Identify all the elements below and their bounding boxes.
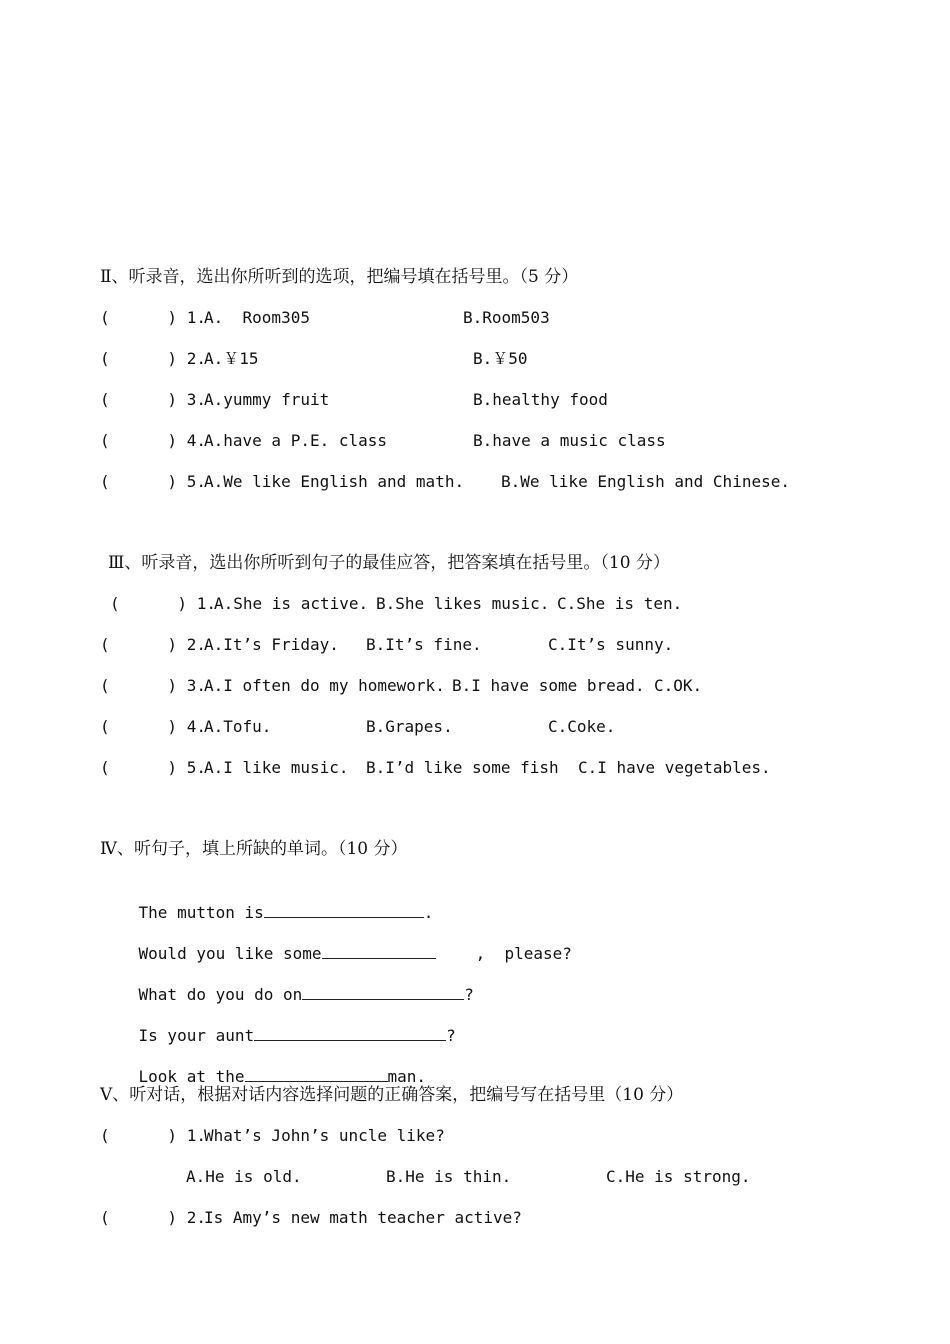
s2-q4-number: ( ) 4.: [100, 431, 206, 450]
section-2-heading: Ⅱ、听录音，选出你所听到的选项，把编号填在括号里。（5 分）: [100, 267, 579, 287]
s2-q5-option-a: A.We like English and math.: [204, 472, 465, 491]
s3-q2-option-c: C.It’s sunny.: [548, 635, 674, 654]
s3-q5-option-a: A.I like music.: [204, 758, 349, 777]
s4-line-4-end: ?: [446, 1026, 456, 1045]
s5-q1-question: What’s John’s uncle like?: [204, 1126, 445, 1145]
s2-q5-number: ( ) 5.: [100, 472, 206, 491]
s3-q1-number: ( ) 1.: [110, 594, 216, 613]
s4-line-5-end: man.: [387, 1067, 427, 1086]
s3-q5-number: ( ) 5.: [100, 758, 206, 777]
s2-q3-option-b: B.healthy food: [473, 390, 608, 409]
s2-q4-option-a: A.have a P.E. class: [204, 431, 388, 450]
s4-line-1-text: The mutton is: [138, 903, 264, 922]
s2-q5-option-b: B.We like English and Chinese.: [501, 472, 790, 491]
section-5-heading: Ⅴ、听对话，根据对话内容选择问题的正确答案，把编号写在括号里（10 分）: [100, 1085, 684, 1105]
s5-q2-number: ( ) 2.: [100, 1208, 206, 1227]
s3-q4-option-b: B.Grapes.: [366, 717, 453, 736]
s3-q4-option-a: A.Tofu.: [204, 717, 272, 736]
s4-line-1: [100, 879, 434, 922]
s5-q2-question: Is Amy’s new math teacher active?: [204, 1208, 522, 1227]
s3-q2-option-a: A.It’s Friday.: [204, 635, 339, 654]
s2-q3-option-a: A.yummy fruit: [204, 390, 330, 409]
s3-q3-number: ( ) 3.: [100, 676, 206, 695]
s2-q2-number: ( ) 2.: [100, 349, 206, 368]
s4-line-2-text: Would you like some: [138, 944, 322, 963]
s5-q1-option-c: C.He is strong.: [606, 1167, 751, 1186]
s3-q3-option-c: C.OK.: [654, 676, 703, 695]
s4-line-4-text: Is your aunt: [138, 1026, 255, 1045]
s2-q3-number: ( ) 3.: [100, 390, 206, 409]
s4-line-3-end: ?: [464, 985, 474, 1004]
section-3-heading: Ⅲ、听录音，选出你所听到句子的最佳应答，把答案填在括号里。（10 分）: [108, 553, 670, 573]
s2-q2-option-b: B.￥50: [473, 349, 528, 368]
s5-q1-option-b: B.He is thin.: [386, 1167, 512, 1186]
s4-line-3-blank[interactable]: [302, 983, 464, 1000]
s4-line-3: [100, 961, 474, 1004]
s3-q2-option-b: B.It’s fine.: [366, 635, 482, 654]
section-4-heading: Ⅳ、听句子，填上所缺的单词。（10 分）: [100, 839, 408, 859]
s4-line-1-end: .: [423, 903, 434, 922]
s2-q1-number: ( ) 1.: [100, 308, 206, 327]
s4-line-4: [100, 1002, 456, 1045]
s3-q4-number: ( ) 4.: [100, 717, 206, 736]
s3-q1-option-c: C.She is ten.: [557, 594, 683, 613]
s3-q5-option-b: B.I’d like some fish: [366, 758, 559, 777]
s2-q1-option-b: B.Room503: [463, 308, 550, 327]
s2-q1-option-a: A. Room305: [204, 308, 310, 327]
s4-line-2-end: , please?: [475, 944, 572, 963]
s4-line-1-blank[interactable]: [264, 901, 424, 918]
s3-q5-option-c: C.I have vegetables.: [578, 758, 771, 777]
s4-line-3-text: What do you do on: [138, 985, 303, 1004]
s3-q3-option-b: B.I have some bread.: [452, 676, 645, 695]
s5-q1-number: ( ) 1.: [100, 1126, 206, 1145]
s4-line-4-blank[interactable]: [254, 1024, 446, 1041]
s2-q2-option-a: A.￥15: [204, 349, 259, 368]
s4-line-5-text: Look at the: [138, 1067, 245, 1086]
s3-q4-option-c: C.Coke.: [548, 717, 616, 736]
s3-q3-option-a: A.I often do my homework.: [204, 676, 445, 695]
s3-q1-option-b: B.She likes music.: [376, 594, 550, 613]
s3-q1-option-a: A.She is active.: [214, 594, 369, 613]
s4-line-5: [100, 1043, 427, 1086]
s2-q4-option-b: B.have a music class: [473, 431, 666, 450]
s5-q1-option-a: A.He is old.: [186, 1167, 302, 1186]
s4-line-2-blank[interactable]: [322, 942, 436, 959]
s4-line-2: [100, 920, 572, 963]
s3-q2-number: ( ) 2.: [100, 635, 206, 654]
s4-line-5-blank[interactable]: [245, 1065, 388, 1082]
